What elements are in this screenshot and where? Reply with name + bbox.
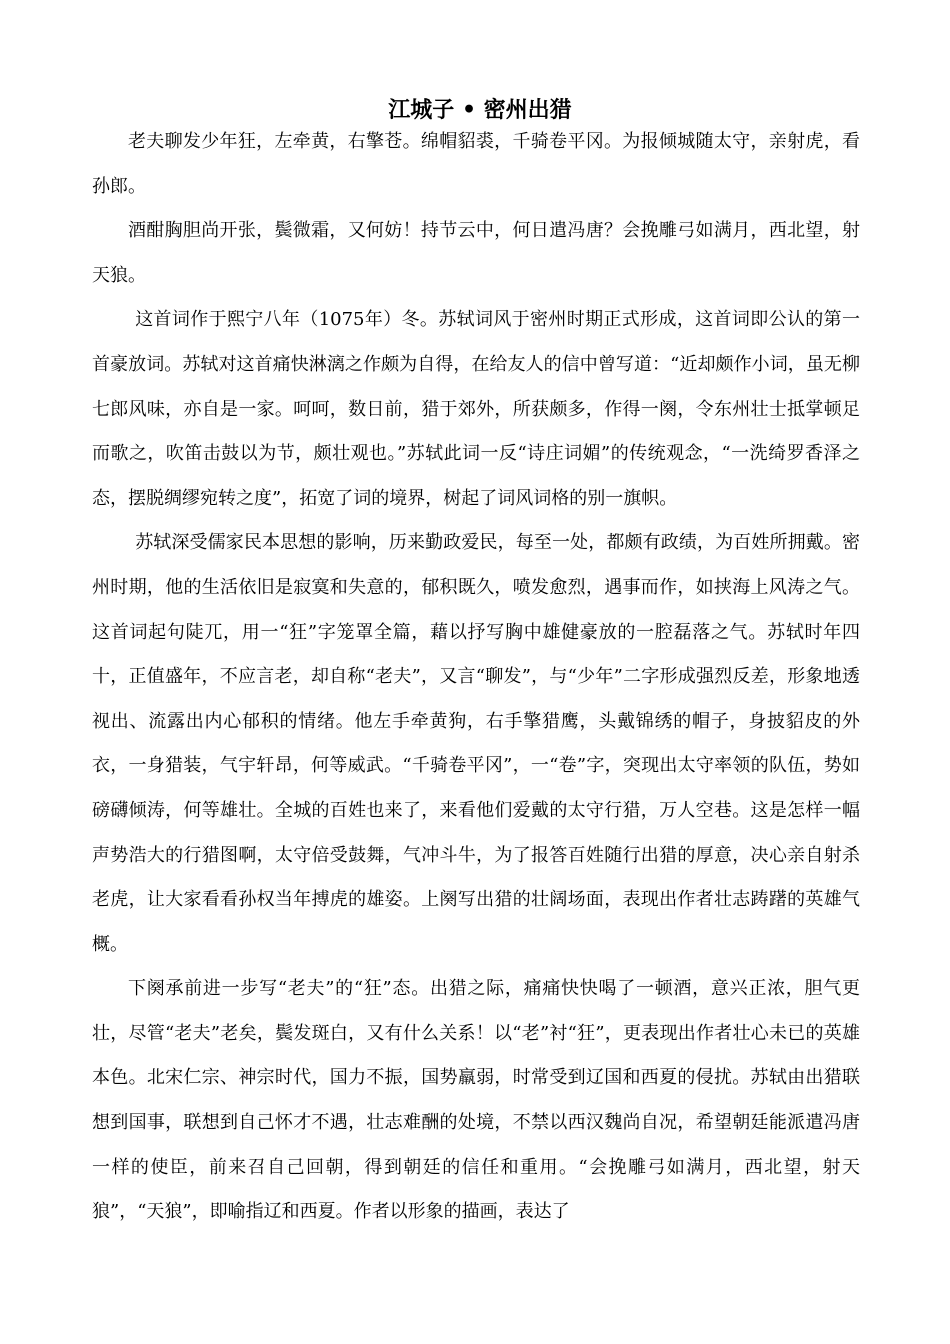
- poem-stanza-2: 酒酣胸胆尚开张，鬓微霜，又何妨！持节云中，何日遣冯唐？会挽雕弓如满月，西北望，射天狼。: [92, 220, 860, 286]
- commentary-paragraph-3: 下阕承前进一步写“老夫”的“狂”态。出猎之际，痛痛快快喝了一顿酒，意兴正浓，胆气更壮，尽管“老夫”老矣，鬓发斑白，又有什么关系！以“老”衬“狂”，更表现出作者壮心未已的英雄本色。北宋仁宗、神宗时代，国力不振，国势羸弱，时常受到辽国和西夏的侵扰。苏轼由出猎联想到国事，联想到自己怀才不遇，壮志难酬的处境，不禁以西汉魏尚自况，希望朝廷能派遣冯唐一样的使臣，前来召自己回朝，得到朝廷的信任和重用。“会挽雕弓如满月，西北望，射天狼”，“天狼”，即喻指辽和西夏。作者以形象的描画，表达了: [92, 978, 860, 1223]
- commentary-paragraph-2: 苏轼深受儒家民本思想的影响，历来勤政爱民，每至一处，都颇有政绩，为百姓所拥戴。密州时期，他的生活依旧是寂寞和失意的，郁积既久，喷发愈烈，遇事而作，如挟海上风涛之气。这首词起句陡兀，用一“狂”字笼罩全篇，藉以抒写胸中雄健豪放的一腔磊落之气。苏轼时年四十，正值盛年，不应言老，却自称“老夫”，又言“聊发”，与“少年”二字形成强烈反差，形象地透视出、流露出内心郁积的情绪。他左手牵黄狗，右手擎猎鹰，头戴锦绣的帽子，身披貂皮的外衣，一身猎装，气宇轩昂，何等威武。“千骑卷平冈”，一“卷”字，突现出太守率领的队伍，势如磅礴倾涛，何等雄壮。全城的百姓也来了，来看他们爱戴的太守行猎，万人空巷。这是怎样一幅声势浩大的行猎图啊，太守倍受鼓舞，气冲斗牛，为了报答百姓随行出猎的厚意，决心亲自射杀老虎，让大家看看孙权当年搏虎的雄姿。上阕写出猎的壮阔场面，表现出作者壮志踌躇的英雄气概。: [92, 532, 860, 955]
- commentary-paragraph-1: 这首词作于熙宁八年（1075年）冬。苏轼词风于密州时期正式形成，这首词即公认的第一首豪放词。苏轼对这首痛快淋漓之作颇为自得，在给友人的信中曾写道：“近却颇作小词，虽无柳七郎风味，亦自是一家。呵呵，数日前，猎于郊外，所获颇多，作得一阕，令东州壮士抵掌顿足而歌之，吹笛击鼓以为节，颇壮观也。”苏轼此词一反“诗庄词媚”的传统观念，“一洗绮罗香泽之态，摆脱绸缪宛转之度”，拓宽了词的境界，树起了词风词格的别一旗帜。: [92, 309, 860, 509]
- document-title: 江城子 • 密州出猎: [388, 97, 572, 123]
- poem-stanza-1: 老夫聊发少年狂，左牵黄，右擎苍。绵帽貂裘，千骑卷平冈。为报倾城随太守，亲射虎，看孙郎。: [92, 131, 860, 197]
- document-page: [92, 96, 860, 1235]
